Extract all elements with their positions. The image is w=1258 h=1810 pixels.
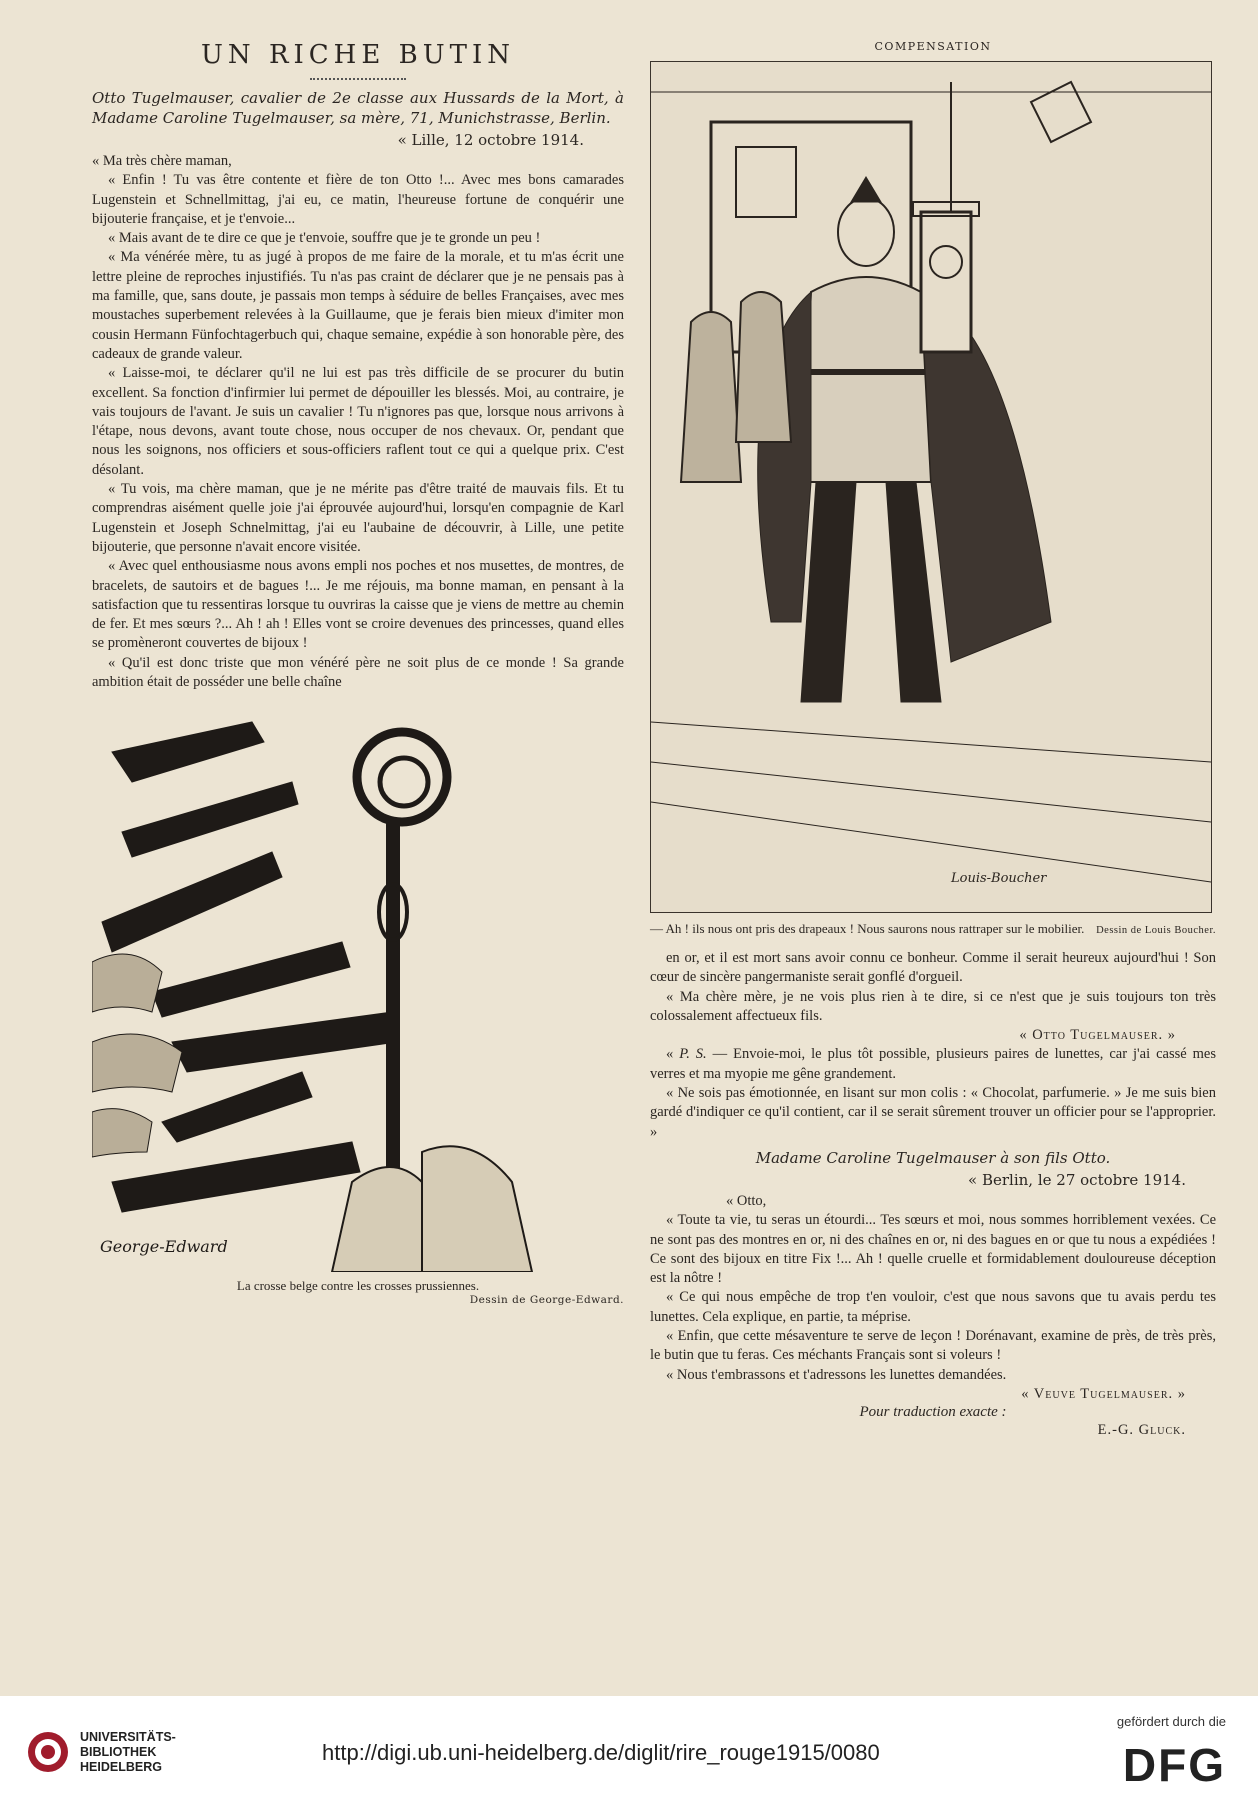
letter-dateline: « Lille, 12 octobre 1914. xyxy=(397,131,584,149)
dfg-logo[interactable]: DFG xyxy=(1122,1739,1226,1791)
reply-salutation: « Otto, xyxy=(726,1192,767,1209)
compensation-caption: — Ah ! ils nous ont pris des drapeaux ! Nous saurons nous rattraper sur le mobilier. xyxy=(650,921,1085,936)
paragraph-colis: « Ne sois pas émotionnée, en lisant sur mon colis : « Chocolat, parfumerie. » Je me suis bien gardé d'indiquer ce qu'il contient, car il se serait sûrement trouver un officier pour se l'approprier. » xyxy=(650,1085,1216,1140)
reply-body xyxy=(650,1211,1216,1385)
paragraph: « Qu'il est donc triste que mon vénéré père ne soit plus de ce monde ! Sa grande ambition était de posséder une belle chaîne xyxy=(92,654,624,691)
paragraph: « Toute ta vie, tu seras un étourdi... Tes sœurs et moi, nous sommes horriblement vexées. Ce ne sont pas des montres en or, ni des chaînes en or, ni des bagues en or que tu nous a expédiées ! Ce sont des bijoux en titre Fix !... Ah ! quelle cruelle et formidablement douloureuse déception est la nôtre ! xyxy=(650,1212,1216,1287)
soldier-with-clock-drawing xyxy=(651,62,1211,912)
letter-body-right xyxy=(650,949,1216,1026)
traduction-label: Pour traduction exacte : xyxy=(859,1404,1007,1421)
paragraph: « Mais avant de te dire ce que je t'envoie, souffre que je te gronde un peu ! xyxy=(108,230,541,247)
postscript: « P. S. — Envoie-moi, le plus tôt possible, plusieurs paires de lunettes, car j'ai cassé mes verres et ma myopie me gêne grandement. xyxy=(650,1046,1216,1082)
permalink[interactable]: http://digi.ub.uni-heidelberg.de/diglit/rire_rouge1915/0080 xyxy=(322,1740,880,1765)
crosse-caption: La crosse belge contre les crosses prussiennes. xyxy=(236,1278,480,1294)
reply-dateline: « Berlin, le 27 octobre 1914. xyxy=(968,1170,1186,1189)
reply-header: Madame Caroline Tugelmauser à son fils Otto. xyxy=(755,1148,1111,1167)
rifles-and-crozier-drawing xyxy=(92,712,624,1272)
university-library-logo[interactable] xyxy=(26,1730,176,1775)
crosse-artist-signature: George-Edward xyxy=(100,1237,228,1257)
right-column xyxy=(650,40,1216,1441)
paragraph: « Tu vois, ma chère maman, que je ne mérite pas d'être traité de mauvais fils. Et tu comprendras aisément quelle joie j'ai éprouvée aujourd'hui, lorsqu'en compagnie de Karl Lugenstein et Joseph Schnelmittag, j'ai eu l'aubaine de découvrir, à Lille, une petite bijouterie, que personne n'avait encore visitée. xyxy=(92,481,624,555)
library-seal-icon xyxy=(26,1730,70,1774)
compensation-credit: Dessin de Louis Boucher. xyxy=(1096,925,1216,936)
paragraph: en or, et il est mort sans avoir connu ce bonheur. Comme il serait heureux aujourd'hui ! Son cœur de sincère pangermaniste serait gonflé d'orgueil. xyxy=(650,950,1216,986)
paragraph: « Ma vénérée mère, tu as jugé à propos de me faire de la morale, et tu m'as écrit une lettre pleine de reproches injustifiés. Tu n'as pas craint de déclarer que je ne pensais pas à ma famille, que, sans doute, je passais mon temps à séduire de belles Françaises, avec mes moustaches superbement relevées à la Guillaume, que je ferais bien mieux d'imiter mon cousin Hermann Fünfochtagerbuch qui, chaque semaine, expédie à son honorable père, des cadeaux de grande valeur. xyxy=(92,249,624,362)
letter-body-left xyxy=(92,152,624,692)
compensation-title: COMPENSATION xyxy=(874,40,992,53)
library-name-line2: BIBLIOTHEK xyxy=(80,1745,157,1759)
article-title: UN RICHE BUTIN xyxy=(201,40,515,70)
library-name xyxy=(80,1730,176,1775)
crosse-credit: Dessin de George-Edward. xyxy=(469,1294,624,1307)
paragraph: « Ma très chère maman, xyxy=(92,153,232,169)
crosse-illustration xyxy=(92,712,624,1307)
paragraph: « Enfin ! Tu vas être contente et fière de ton Otto !... Avec mes bons camarades Lugenstein et Schnellmittag, j'ai eu, ce matin, l'heureuse fortune de conquérir une bijouterie française, et je t'envoie... xyxy=(92,172,624,227)
letter-header: Otto Tugelmauser, cavalier de 2e classe aux Hussards de la Mort, à Madame Caroline Tugelmauser, sa mère, 71, Munichstrasse, Berlin. xyxy=(92,89,624,127)
library-name-line1: UNIVERSITÄTS- xyxy=(80,1730,176,1744)
compensation-illustration xyxy=(650,61,1212,913)
signature-otto: « Otto Tugelmauser. » xyxy=(1019,1027,1176,1044)
left-column xyxy=(92,40,624,1307)
compensation-caption-block xyxy=(650,921,1216,937)
digitization-footer xyxy=(0,1696,1258,1810)
signature-veuve: « Veuve Tugelmauser. » xyxy=(1021,1385,1186,1402)
postscript-label: P. S. xyxy=(679,1046,707,1063)
library-name-line3: HEIDELBERG xyxy=(80,1760,162,1774)
paragraph: « Ma chère mère, je ne vois plus rien à te dire, si ce n'est que je suis toujours ton très colossalement affectueux fils. xyxy=(650,988,1216,1024)
postscript-text: — Envoie-moi, le plus tôt possible, plusieurs paires de lunettes, car j'ai cassé mes verres et ma myopie me gêne grandement. xyxy=(650,1046,1216,1082)
paragraph: « Avec quel enthousiasme nous avons empli nos poches et nos musettes, de montres, de bracelets, de sautoirs et de bagues !... Je me réjouis, ma bonne maman, en pensant à la satisfaction que tu ressentiras lorsque tu ouvriras la caisse que je viens de mettre au chemin de fer. Et mes sœurs ?... Ah ! ah ! Elles vont se croire devenues des princesses, quand elles se promèneront couvertes de bijoux ! xyxy=(92,558,624,652)
compensation-artist-signature: Louis-Boucher xyxy=(951,871,1047,886)
paragraph: « Ce qui nous empêche de trop t'en vouloir, c'est que nous savons que tu avais perdu tes lunettes. Cela explique, en partie, ta méprise. xyxy=(650,1289,1216,1325)
translator-signature: E.-G. Gluck. xyxy=(1097,1422,1186,1439)
paragraph: « Laisse-moi, te déclarer qu'il ne lui est pas très difficile de se procurer du butin excellent. Sa fonction d'infirmier lui permet de dépouiller les blessés. Moi, au contraire, je vais toujours de l'avant. Je suis un cavalier ! Tu n'ignores pas que, lorsque nous arrivons à l'étape, nous devons, avant toute chose, nous occuper de nos chevaux. Or, pendant que nous les soignons, nos officiers et sous-officiers raflent tout ce qui a quelque prix. C'est désolant. xyxy=(92,365,624,478)
funder-label: gefördert durch die xyxy=(1116,1714,1226,1729)
paragraph: « Enfin, que cette mésaventure te serve de leçon ! Dorénavant, examine de près, de très près, le butin que tu feras. Ces méchants Français sont si voleurs ! xyxy=(650,1328,1216,1364)
paragraph: « Nous t'embrassons et t'adressons les lunettes demandées. xyxy=(666,1366,1007,1383)
title-ornament xyxy=(310,72,406,80)
